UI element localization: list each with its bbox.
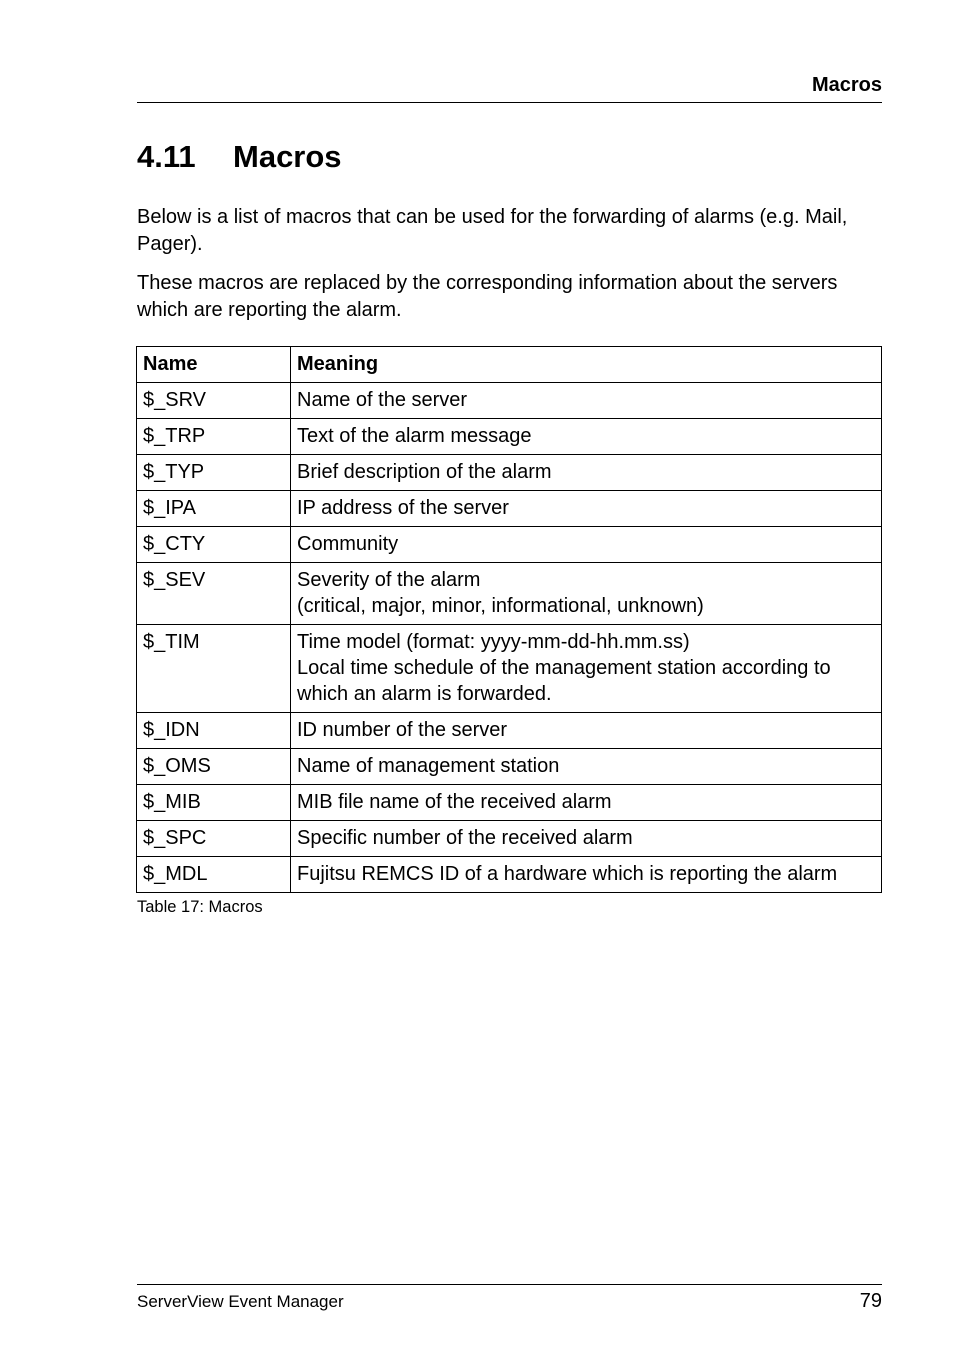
macro-name: $_MIB xyxy=(137,785,291,821)
macro-meaning xyxy=(291,455,882,491)
macro-meaning xyxy=(291,785,882,821)
table-row xyxy=(137,527,882,563)
table-row xyxy=(137,419,882,455)
meaning-line: Brief description of the alarm xyxy=(297,461,552,483)
meaning-line: Time model (format: yyyy-mm-dd-hh.mm.ss) xyxy=(297,631,690,653)
meaning-line: Fujitsu REMCS ID of a hardware which is reporting the alarm xyxy=(297,863,838,885)
intro-paragraph: Below is a list of macros that can be used for the forwarding of alarms (e.g. Mail, Pager). xyxy=(137,206,848,255)
column-header-name: Name xyxy=(137,347,291,383)
macro-name: $_TIM xyxy=(137,625,291,713)
table-row xyxy=(137,625,882,713)
macro-name: $_MDL xyxy=(137,857,291,893)
table-row xyxy=(137,821,882,857)
macro-meaning xyxy=(291,383,882,419)
page-number: 79 xyxy=(859,1290,882,1312)
table-caption: Table 17: Macros xyxy=(137,898,263,916)
meaning-line: IP address of the server xyxy=(297,497,509,519)
macro-meaning xyxy=(291,821,882,857)
macro-name: $_IPA xyxy=(137,491,291,527)
table-header-row xyxy=(137,347,882,383)
table-row xyxy=(137,713,882,749)
macro-name: $_OMS xyxy=(137,749,291,785)
meaning-line: Specific number of the received alarm xyxy=(297,827,633,849)
section-title: Macros xyxy=(233,139,342,174)
macro-meaning xyxy=(291,419,882,455)
macro-name: $_IDN xyxy=(137,713,291,749)
macro-meaning xyxy=(291,857,882,893)
footer-document-title: ServerView Event Manager xyxy=(137,1292,344,1311)
macro-meaning xyxy=(291,563,882,625)
table-row xyxy=(137,785,882,821)
macro-name: $_SEV xyxy=(137,563,291,625)
macro-name: $_TRP xyxy=(137,419,291,455)
macro-meaning xyxy=(291,749,882,785)
intro-paragraph: These macros are replaced by the corresponding information about the servers which are reporting the alarm. xyxy=(137,272,838,321)
running-header xyxy=(137,72,882,103)
macro-name: $_SRV xyxy=(137,383,291,419)
column-header-meaning: Meaning xyxy=(291,347,882,383)
meaning-line: Name of the server xyxy=(297,389,468,411)
macro-meaning xyxy=(291,527,882,563)
running-header-title: Macros xyxy=(811,74,882,96)
meaning-line: Local time schedule of the management station according to which an alarm is forwarded. xyxy=(297,657,831,705)
macros-table xyxy=(136,346,882,893)
macro-meaning xyxy=(291,491,882,527)
table-row xyxy=(137,563,882,625)
meaning-line: ID number of the server xyxy=(297,719,508,741)
table-row xyxy=(137,383,882,419)
macro-name: $_SPC xyxy=(137,821,291,857)
table-row xyxy=(137,491,882,527)
macro-name: $_CTY xyxy=(137,527,291,563)
meaning-line: MIB file name of the received alarm xyxy=(297,791,612,813)
meaning-line: (critical, major, minor, informational, unknown) xyxy=(297,595,704,617)
table-row xyxy=(137,857,882,893)
intro-text xyxy=(137,204,882,336)
meaning-line: Severity of the alarm xyxy=(297,569,481,591)
table-row xyxy=(137,749,882,785)
meaning-line: Community xyxy=(297,533,399,555)
section-heading xyxy=(137,137,342,177)
macro-meaning xyxy=(291,713,882,749)
meaning-line: Name of management station xyxy=(297,755,560,777)
page-footer xyxy=(137,1284,882,1312)
section-number: 4.11 xyxy=(137,139,196,174)
macro-name: $_TYP xyxy=(137,455,291,491)
table-row xyxy=(137,455,882,491)
meaning-line: Text of the alarm message xyxy=(297,425,532,447)
macro-meaning xyxy=(291,625,882,713)
